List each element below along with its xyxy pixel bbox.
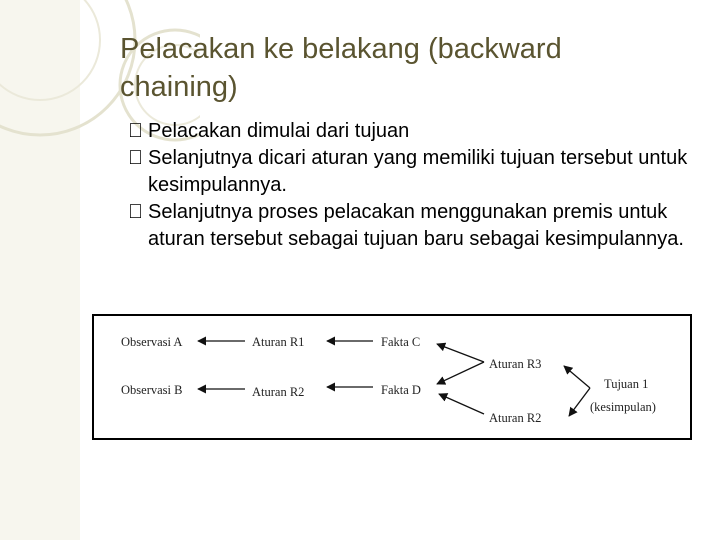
backward-chaining-diagram xyxy=(92,314,692,440)
arrow-tujuan-to-r2 xyxy=(569,388,590,416)
bullet-list xyxy=(128,118,688,253)
node-aturan-r1: Aturan R1 xyxy=(252,335,305,349)
arrow-r3-to-fakta-d xyxy=(437,362,484,384)
bullet-item xyxy=(128,199,688,253)
bullet-text: Pelacakan dimulai dari tujuan xyxy=(148,120,410,142)
bullet-item xyxy=(128,145,688,199)
arrow-tujuan-to-r3 xyxy=(564,366,590,388)
node-tujuan: Tujuan 1 xyxy=(604,377,649,391)
node-fakta-c: Fakta C xyxy=(381,335,421,349)
bullet-text: Selanjutnya proses pelacakan menggunakan premis untuk aturan tersebut sebagai tujuan baru sebagai kesimpulannya. xyxy=(148,201,684,250)
node-fakta-d: Fakta D xyxy=(381,383,421,397)
bullet-box-icon xyxy=(128,199,143,226)
bullet-text: Selanjutnya dicari aturan yang memiliki tujuan tersebut untuk kesimpulannya. xyxy=(148,147,688,196)
node-kesimpulan: (kesimpulan) xyxy=(590,400,656,414)
bullet-item xyxy=(128,118,688,145)
node-aturan-r2-left: Aturan R2 xyxy=(252,385,305,399)
arrow-r3-to-fakta-c xyxy=(437,344,484,362)
bullet-box-icon xyxy=(128,118,143,145)
node-observasi-b: Observasi B xyxy=(121,383,183,397)
arrow-r2-right-to-fakta-d xyxy=(439,394,484,414)
slide-title: Pelacakan ke belakang (backward chaining) xyxy=(120,33,562,103)
node-observasi-a: Observasi A xyxy=(121,335,183,349)
node-aturan-r3: Aturan R3 xyxy=(489,357,542,371)
bullet-box-icon xyxy=(128,145,143,172)
node-aturan-r2-right: Aturan R2 xyxy=(489,411,542,425)
